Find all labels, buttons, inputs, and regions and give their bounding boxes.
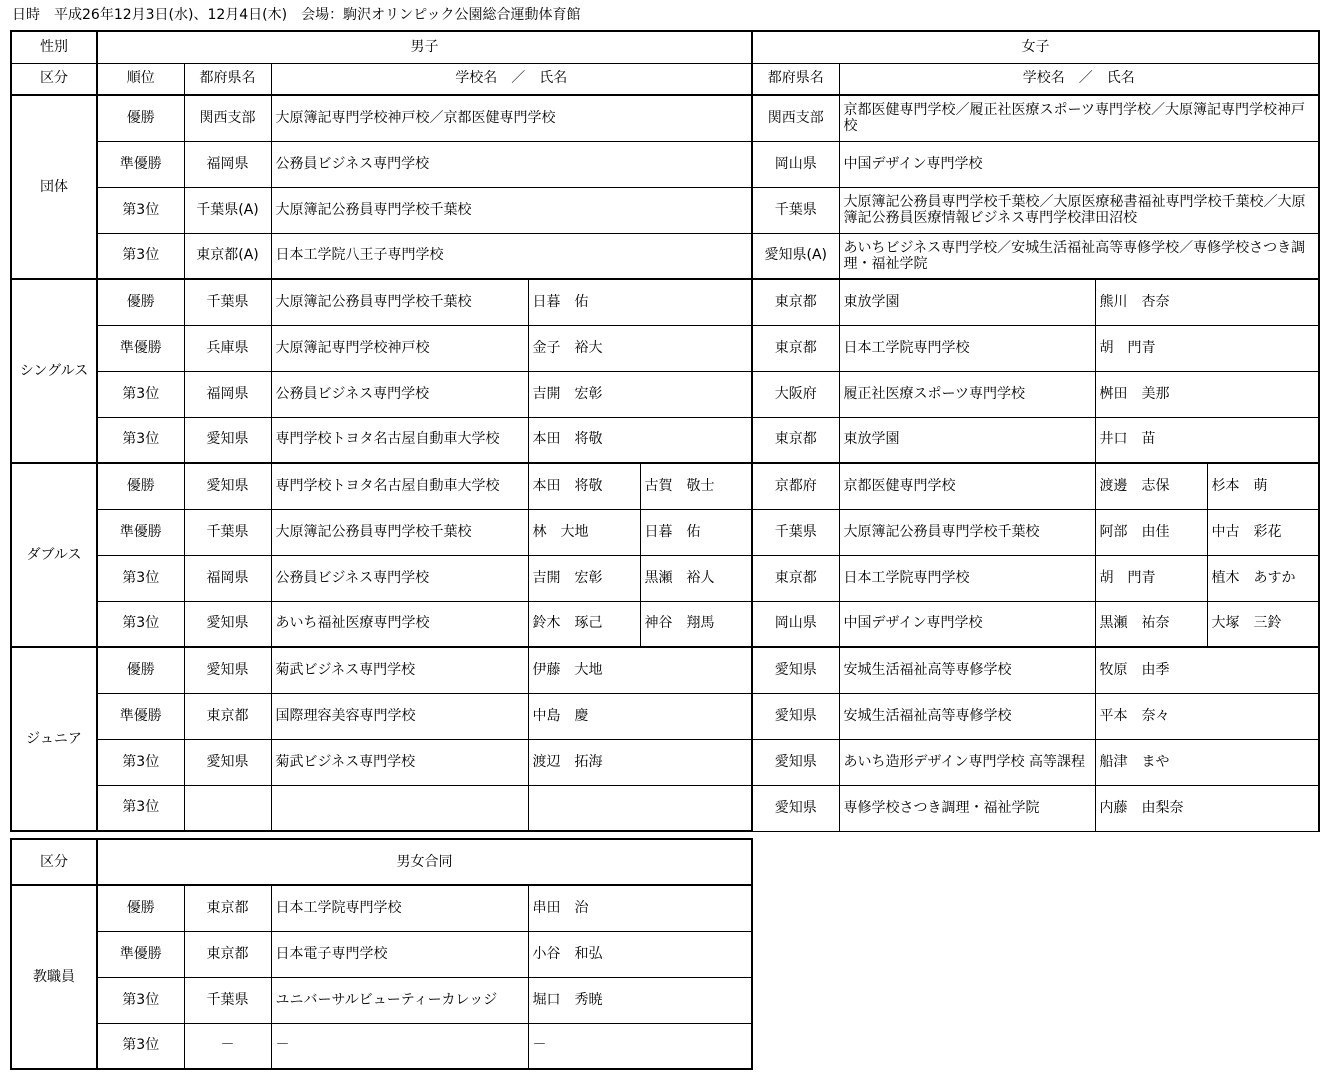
rank-cell: 第3位 — [97, 187, 184, 233]
female-school-cell: 東放学園 — [839, 417, 1095, 463]
male-player-cell: 渡辺 拓海 — [528, 739, 752, 785]
prefecture-cell: 東京都 — [184, 885, 271, 931]
table-row — [11, 95, 1319, 141]
male-player-cell: 吉開 宏彰 — [528, 371, 752, 417]
male-prefecture-header: 都府県名 — [184, 63, 271, 95]
female-player-cell: 桝田 美那 — [1095, 371, 1319, 417]
female-player2-cell: 植木 あすか — [1207, 555, 1319, 601]
rank-cell: 優勝 — [97, 463, 184, 509]
male-player-cell: 日暮 佑 — [528, 279, 752, 325]
team-category-label: 団体 — [11, 95, 97, 279]
male-player2-cell: 古賀 敬士 — [640, 463, 752, 509]
player-cell: 堀口 秀暁 — [528, 977, 752, 1023]
male-prefecture-cell — [184, 785, 271, 831]
table-row — [11, 977, 752, 1023]
female-prefecture-cell: 愛知県 — [752, 739, 839, 785]
male-school-cell: 専門学校トヨタ名古屋自動車大学校 — [271, 417, 528, 463]
male-prefecture-cell: 愛知県 — [184, 647, 271, 693]
rank-cell: 優勝 — [97, 647, 184, 693]
table-row — [11, 1023, 752, 1069]
male-school-cell: 公務員ビジネス専門学校 — [271, 141, 752, 187]
rank-cell: 準優勝 — [97, 141, 184, 187]
female-prefecture-header: 都府県名 — [752, 63, 839, 95]
female-school-cell: 専修学校さつき調理・福祉学院 — [839, 785, 1095, 831]
male-school-cell: 公務員ビジネス専門学校 — [271, 555, 528, 601]
staff-results-table — [10, 838, 753, 1070]
male-school-cell: 大原簿記専門学校神戸校 — [271, 325, 528, 371]
female-prefecture-cell: 東京都 — [752, 279, 839, 325]
female-school-cell: 東放学園 — [839, 279, 1095, 325]
male-school-cell: 公務員ビジネス専門学校 — [271, 371, 528, 417]
male-prefecture-cell: 東京都(A) — [184, 233, 271, 279]
male-player-cell — [528, 785, 752, 831]
female-header: 女子 — [752, 31, 1319, 63]
female-school-cell: あいちビジネス専門学校／安城生活福祉高等専修学校／専修学校さつき調理・福祉学院 — [839, 233, 1319, 279]
female-school-cell: 安城生活福祉高等専修学校 — [839, 693, 1095, 739]
female-player-cell: 平本 奈々 — [1095, 693, 1319, 739]
female-player1-cell: 阿部 由佳 — [1095, 509, 1207, 555]
male-prefecture-cell: 千葉県 — [184, 509, 271, 555]
table-row — [11, 885, 752, 931]
female-prefecture-cell: 千葉県 — [752, 187, 839, 233]
junior-category-label: ジュニア — [11, 647, 97, 831]
female-school-cell: 履正社医療スポーツ専門学校 — [839, 371, 1095, 417]
female-prefecture-cell: 大阪府 — [752, 371, 839, 417]
school-cell: － — [271, 1023, 528, 1069]
female-school-cell: 中国デザイン専門学校 — [839, 601, 1095, 647]
female-prefecture-cell: 愛知県 — [752, 785, 839, 831]
table-row — [11, 693, 1319, 739]
male-header: 男子 — [97, 31, 752, 63]
female-prefecture-cell: 岡山県 — [752, 601, 839, 647]
event-info: 日時 平成26年12月3日(水)、12月4日(木) 会場：駒沢オリンピック公園総合運動体育館 — [12, 7, 581, 23]
male-player1-cell: 吉開 宏彰 — [528, 555, 640, 601]
male-school-cell: 専門学校トヨタ名古屋自動車大学校 — [271, 463, 528, 509]
rank-cell: 準優勝 — [97, 509, 184, 555]
male-prefecture-cell: 愛知県 — [184, 417, 271, 463]
male-player-cell: 中島 慶 — [528, 693, 752, 739]
female-prefecture-cell: 関西支部 — [752, 95, 839, 141]
male-prefecture-cell: 関西支部 — [184, 95, 271, 141]
female-prefecture-cell: 東京都 — [752, 325, 839, 371]
school-cell: 日本工学院専門学校 — [271, 885, 528, 931]
female-prefecture-cell: 東京都 — [752, 417, 839, 463]
rank-header: 順位 — [97, 63, 184, 95]
female-school-header: 学校名 ／ 氏名 — [839, 63, 1319, 95]
male-prefecture-cell: 千葉県 — [184, 279, 271, 325]
category-header: 区分 — [11, 63, 97, 95]
female-school-cell: 日本工学院専門学校 — [839, 555, 1095, 601]
female-school-cell: 日本工学院専門学校 — [839, 325, 1095, 371]
rank-cell: 準優勝 — [97, 931, 184, 977]
male-school-cell: 国際理容美容専門学校 — [271, 693, 528, 739]
male-prefecture-cell: 愛知県 — [184, 739, 271, 785]
male-player1-cell: 林 大地 — [528, 509, 640, 555]
rank-cell: 第3位 — [97, 785, 184, 831]
prefecture-cell: － — [184, 1023, 271, 1069]
rank-cell: 準優勝 — [97, 325, 184, 371]
female-prefecture-cell: 愛知県 — [752, 647, 839, 693]
male-player-cell: 金子 裕大 — [528, 325, 752, 371]
prefecture-cell: 東京都 — [184, 931, 271, 977]
table-row — [11, 931, 752, 977]
male-player1-cell: 本田 将敬 — [528, 463, 640, 509]
female-player-cell: 内藤 由梨奈 — [1095, 785, 1319, 831]
rank-cell: 優勝 — [97, 95, 184, 141]
female-player1-cell: 黒瀬 祐奈 — [1095, 601, 1207, 647]
table-row — [11, 187, 1319, 233]
rank-cell: 第3位 — [97, 977, 184, 1023]
female-school-cell: 京都医健専門学校 — [839, 463, 1095, 509]
singles-category-label: シングルス — [11, 279, 97, 463]
male-player2-cell: 黒瀬 裕人 — [640, 555, 752, 601]
staff-category-label: 教職員 — [11, 885, 97, 1069]
table-row — [11, 647, 1319, 693]
male-school-cell: 菊武ビジネス専門学校 — [271, 647, 528, 693]
rank-cell: 優勝 — [97, 885, 184, 931]
female-player2-cell: 中古 彩花 — [1207, 509, 1319, 555]
female-prefecture-cell: 岡山県 — [752, 141, 839, 187]
rank-cell: 第3位 — [97, 601, 184, 647]
female-player1-cell: 胡 門青 — [1095, 555, 1207, 601]
female-school-cell: 安城生活福祉高等専修学校 — [839, 647, 1095, 693]
rank-cell: 第3位 — [97, 371, 184, 417]
female-school-cell: あいち造形デザイン専門学校 高等課程 — [839, 739, 1095, 785]
male-player-cell: 本田 将敬 — [528, 417, 752, 463]
female-prefecture-cell: 愛知県 — [752, 693, 839, 739]
male-player2-cell: 日暮 佑 — [640, 509, 752, 555]
table-row — [11, 371, 1319, 417]
rank-cell: 第3位 — [97, 1023, 184, 1069]
female-player-cell: 熊川 杏奈 — [1095, 279, 1319, 325]
male-player-cell: 伊藤 大地 — [528, 647, 752, 693]
table-row — [11, 417, 1319, 463]
male-school-cell — [271, 785, 528, 831]
male-school-cell: 大原簿記公務員専門学校千葉校 — [271, 279, 528, 325]
results-table — [10, 30, 1320, 832]
female-player1-cell: 渡邊 志保 — [1095, 463, 1207, 509]
male-school-cell: あいち福祉医療専門学校 — [271, 601, 528, 647]
female-player2-cell: 杉本 萌 — [1207, 463, 1319, 509]
male-prefecture-cell: 福岡県 — [184, 141, 271, 187]
rank-cell: 優勝 — [97, 279, 184, 325]
table-row — [11, 463, 1319, 509]
female-school-cell: 大原簿記公務員専門学校千葉校 — [839, 509, 1095, 555]
female-prefecture-cell: 千葉県 — [752, 509, 839, 555]
rank-cell: 第3位 — [97, 739, 184, 785]
female-player-cell: 胡 門青 — [1095, 325, 1319, 371]
table-row — [11, 739, 1319, 785]
male-prefecture-cell: 愛知県 — [184, 463, 271, 509]
male-prefecture-cell: 東京都 — [184, 693, 271, 739]
table-row — [11, 279, 1319, 325]
table-row — [11, 233, 1319, 279]
female-school-cell: 大原簿記公務員専門学校千葉校／大原医療秘書福祉専門学校千葉校／大原簿記公務員医療情報ビジネス専門学校津田沼校 — [839, 187, 1319, 233]
male-school-cell: 大原簿記公務員専門学校千葉校 — [271, 509, 528, 555]
table-row — [11, 141, 1319, 187]
male-prefecture-cell: 愛知県 — [184, 601, 271, 647]
male-prefecture-cell: 福岡県 — [184, 371, 271, 417]
male-school-cell: 日本工学院八王子専門学校 — [271, 233, 752, 279]
staff-category-header: 区分 — [11, 839, 97, 885]
female-school-cell: 京都医健専門学校／履正社医療スポーツ専門学校／大原簿記専門学校神戸校 — [839, 95, 1319, 141]
table-row — [11, 555, 1319, 601]
male-school-cell: 大原簿記専門学校神戸校／京都医健専門学校 — [271, 95, 752, 141]
table-row — [11, 325, 1319, 371]
female-prefecture-cell: 愛知県(A) — [752, 233, 839, 279]
male-player1-cell: 鈴木 琢己 — [528, 601, 640, 647]
female-prefecture-cell: 東京都 — [752, 555, 839, 601]
table-row — [11, 509, 1319, 555]
rank-cell: 第3位 — [97, 417, 184, 463]
doubles-category-label: ダブルス — [11, 463, 97, 647]
player-cell: － — [528, 1023, 752, 1069]
gender-header: 性別 — [11, 31, 97, 63]
school-cell: ユニバーサルビューティーカレッジ — [271, 977, 528, 1023]
female-school-cell: 中国デザイン専門学校 — [839, 141, 1319, 187]
table-row — [11, 601, 1319, 647]
staff-combined-header: 男女合同 — [97, 839, 752, 885]
male-prefecture-cell: 千葉県(A) — [184, 187, 271, 233]
female-player-cell: 井口 苗 — [1095, 417, 1319, 463]
male-school-cell: 大原簿記公務員専門学校千葉校 — [271, 187, 752, 233]
female-player-cell: 牧原 由季 — [1095, 647, 1319, 693]
rank-cell: 第3位 — [97, 233, 184, 279]
school-cell: 日本電子専門学校 — [271, 931, 528, 977]
female-prefecture-cell: 京都府 — [752, 463, 839, 509]
male-school-header: 学校名 ／ 氏名 — [271, 63, 752, 95]
female-player-cell: 船津 まや — [1095, 739, 1319, 785]
male-player2-cell: 神谷 翔馬 — [640, 601, 752, 647]
rank-cell: 第3位 — [97, 555, 184, 601]
male-prefecture-cell: 福岡県 — [184, 555, 271, 601]
male-prefecture-cell: 兵庫県 — [184, 325, 271, 371]
table-row — [11, 785, 1319, 831]
rank-cell: 準優勝 — [97, 693, 184, 739]
male-school-cell: 菊武ビジネス専門学校 — [271, 739, 528, 785]
player-cell: 串田 治 — [528, 885, 752, 931]
prefecture-cell: 千葉県 — [184, 977, 271, 1023]
player-cell: 小谷 和弘 — [528, 931, 752, 977]
female-player2-cell: 大塚 三鈴 — [1207, 601, 1319, 647]
